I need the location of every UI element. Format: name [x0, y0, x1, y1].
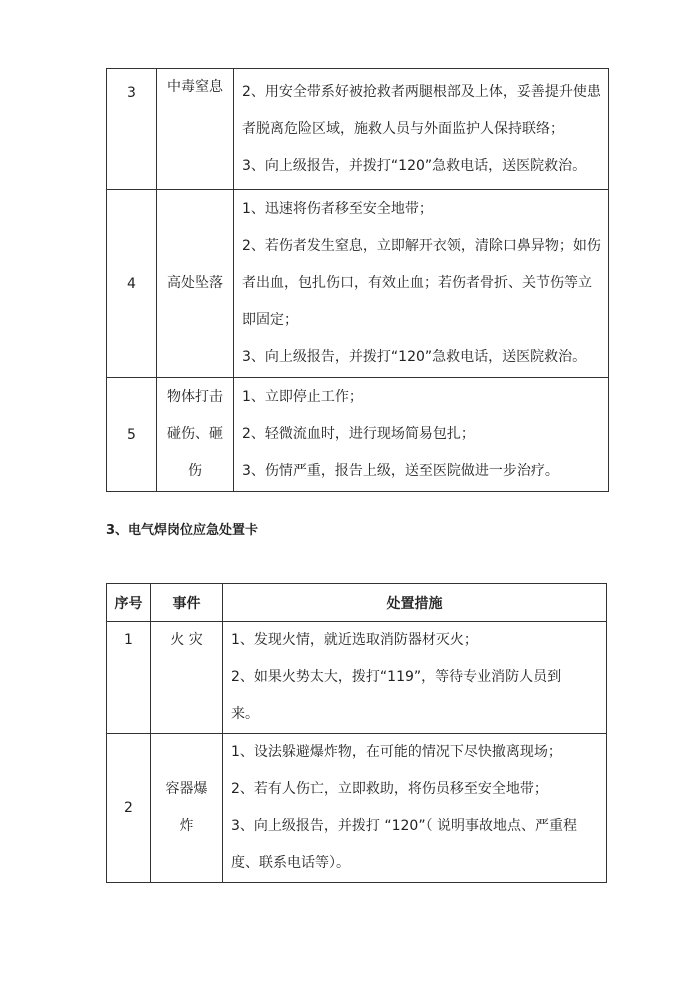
header-event: 事件 — [151, 584, 223, 622]
row-number-text: 2 — [124, 800, 133, 816]
event-label: 中毒窒息 — [167, 79, 223, 95]
measure-line: 1、发现火情，就近选取消防器材灭火； — [231, 632, 478, 648]
measure-line: 3、伤情严重，报告上级，送至医院做进一步治疗。 — [242, 463, 559, 479]
table-row — [107, 622, 607, 734]
table-row — [107, 190, 609, 378]
measures-cell — [234, 190, 609, 378]
row-number — [107, 190, 157, 378]
measures-cell — [234, 378, 609, 492]
measure-line: 1、设法躲避爆炸物，在可能的情况下尽快撤离现场； — [231, 744, 562, 760]
event-label: 火 灾 — [170, 632, 203, 648]
measure-line: 1、迅速将伤者移至安全地带； — [242, 201, 433, 217]
measures-cell — [223, 622, 607, 734]
event-label: 容器爆 — [165, 781, 208, 797]
table-header-row — [107, 584, 607, 622]
row-number — [107, 69, 157, 190]
measure-line: 2、如果火势太大，拨打“119”，等待专业消防人员到 — [231, 669, 562, 685]
event-cell — [151, 622, 223, 734]
header-number: 序号 — [107, 584, 151, 622]
measure-line: 者脱离危险区域，施救人员与外面监护人保持联络； — [242, 120, 564, 137]
row-number-text: 5 — [127, 426, 136, 443]
measure-line: 3、向上级报告，并拨打“120”急救电话，送医院救治。 — [242, 349, 587, 365]
measure-line: 2、若伤者发生窒息，立即解开衣领，清除口鼻异物；如伤 — [242, 238, 601, 254]
measure-line: 即固定； — [242, 312, 298, 328]
row-number — [107, 378, 157, 492]
measure-line: 2、若有人伤亡，立即救助，将伤员移至安全地带； — [231, 781, 548, 797]
measure-line: 度、联系电话等）。 — [231, 855, 350, 871]
row-number — [107, 622, 151, 734]
welding-emergency-table — [106, 583, 607, 883]
measure-line: 2、轻微流血时，进行现场简易包扎； — [242, 426, 475, 442]
row-number-text: 3 — [127, 85, 136, 101]
measure-line: 3、向上级报告，并拨打“120”急救电话，送医院救治。 — [242, 157, 587, 174]
table-row — [107, 69, 609, 190]
event-cell — [157, 69, 234, 190]
event-label: 高处坠落 — [167, 275, 223, 291]
event-label: 物体打击 — [167, 389, 223, 405]
row-number-text: 1 — [124, 632, 133, 648]
measure-line: 来。 — [231, 706, 259, 722]
measure-line: 1、立即停止工作； — [242, 389, 363, 405]
event-label: 碰伤、砸 — [167, 426, 223, 442]
section-heading: 3、电气焊岗位应急处置卡 — [106, 523, 259, 538]
header-measures: 处置措施 — [223, 584, 607, 622]
table-row — [107, 378, 609, 492]
table-row — [107, 734, 607, 883]
emergency-table-continued — [106, 68, 609, 492]
event-label: 伤 — [188, 463, 202, 479]
measures-cell — [223, 734, 607, 883]
event-cell — [151, 734, 223, 883]
measure-line: 3、向上级报告，并拨打 “120”（ 说明事故地点、严重程 — [231, 818, 578, 834]
event-cell — [157, 378, 234, 492]
event-label: 炸 — [179, 818, 194, 834]
event-cell — [157, 190, 234, 378]
measures-cell — [234, 69, 609, 190]
measure-line: 2、用安全带系好被抢救者两腿根部及上体，妥善提升使患 — [242, 83, 601, 100]
row-number-text: 4 — [127, 275, 136, 292]
row-number — [107, 734, 151, 883]
measure-line: 者出血，包扎伤口，有效止血；若伤者骨折、关节伤等立 — [242, 275, 592, 291]
